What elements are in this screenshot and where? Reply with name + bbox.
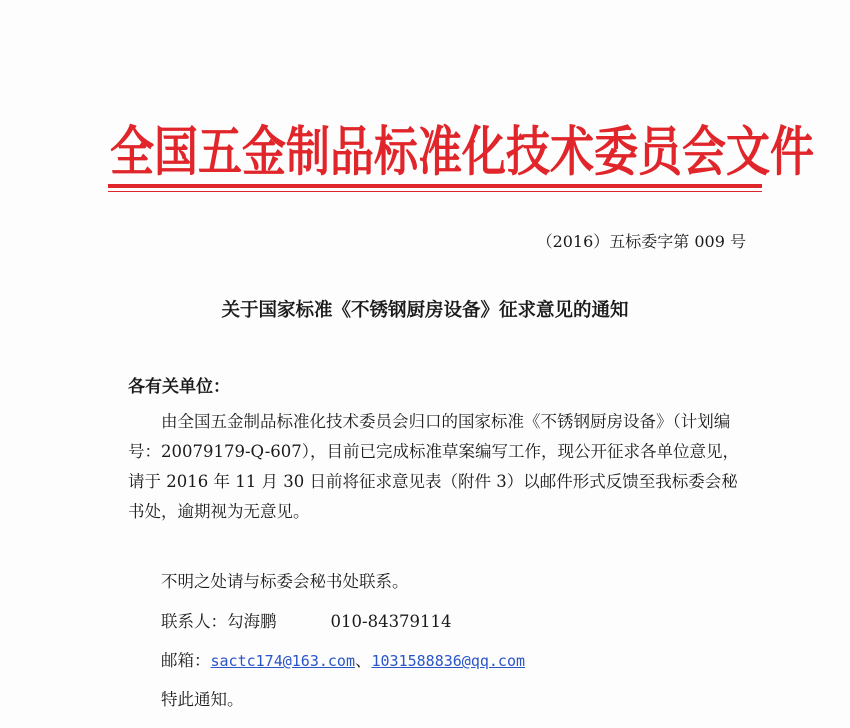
- email-link-163[interactable]: sactc174@163.com: [210, 652, 355, 670]
- header-red-rule-thin: [108, 191, 762, 192]
- email-link-qq[interactable]: 1031588836@qq.com: [371, 652, 526, 670]
- body-text: 由全国五金制品标准化技术委员会归口的国家标准《不锈钢厨房设备》（计划编号：20079179-Q-607），目前已完成标准草案编写工作，现公开征求各单位意见，请于 2016 年 11 月 30 日前将征求意见表（附件 3）以邮件形式反馈至我标委会秘书处，逾期视为无意见。: [128, 412, 740, 521]
- body-paragraph: [128, 407, 748, 527]
- contact-person: 联系人：勾海鹏: [161, 612, 277, 631]
- document-number: （2016）五标委字第 009 号: [536, 232, 746, 251]
- email-label: 邮箱：: [161, 651, 211, 670]
- salutation: 各有关单位：: [128, 377, 230, 397]
- email-separator: 、: [355, 651, 372, 670]
- header-red-rule: [108, 184, 762, 188]
- contact-line: [161, 608, 452, 632]
- contact-info-line: 不明之处请与标委会秘书处联系。: [161, 572, 409, 591]
- closing-line: 特此通知。: [161, 690, 244, 709]
- contact-phone: 010-84379114: [330, 612, 452, 631]
- notice-title: 关于国家标准《不锈钢厨房设备》征求意见的通知: [221, 300, 629, 321]
- organization-title: 全国五金制品标准化技术委员会文件: [110, 121, 814, 184]
- email-line: [161, 647, 525, 671]
